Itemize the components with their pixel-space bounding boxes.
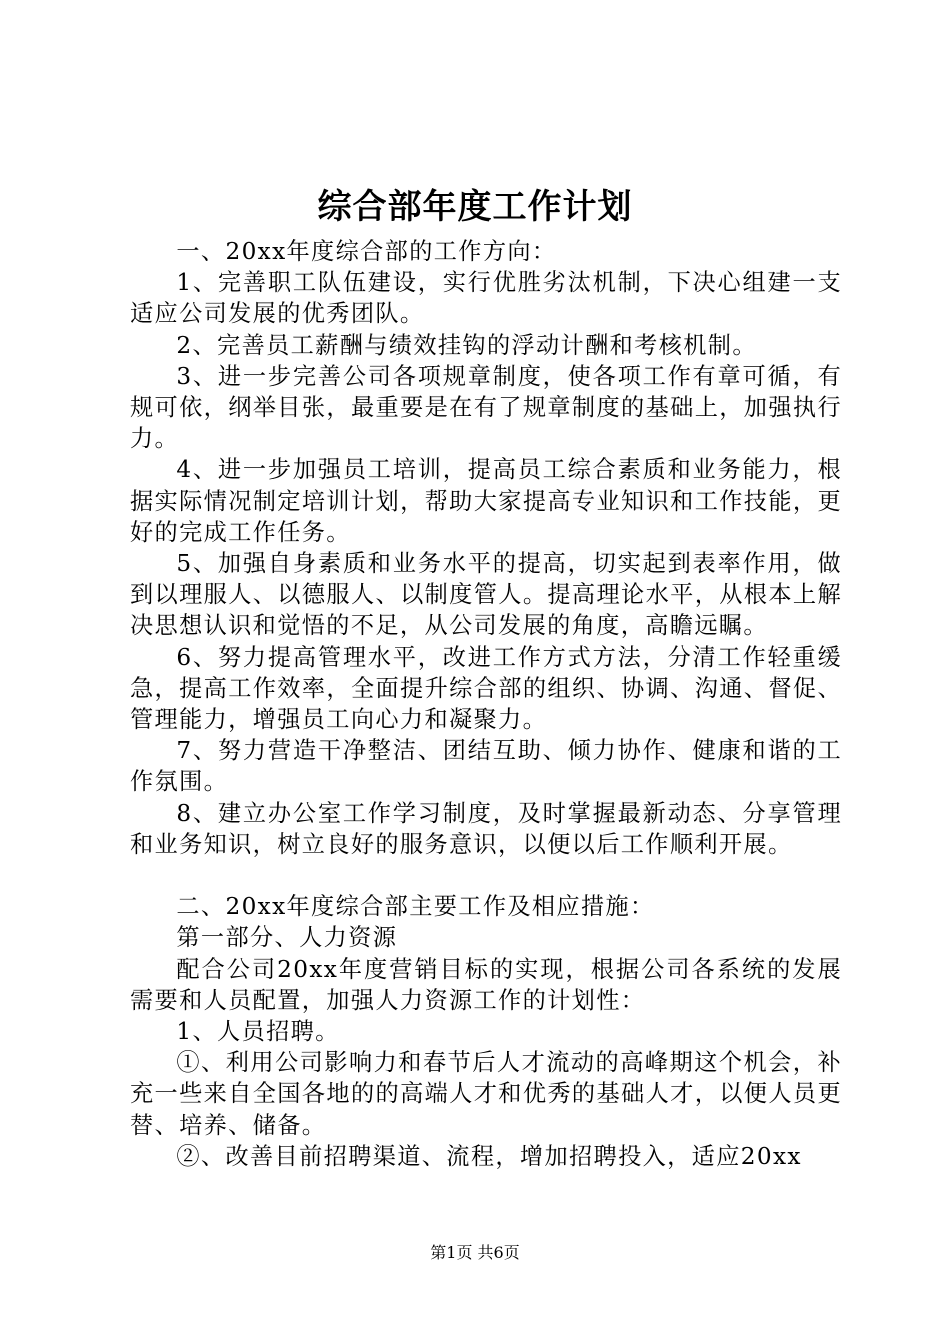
- paragraph: 5、加强自身素质和业务水平的提高，切实起到表率作用，做到以理服人、以德服人、以制度管人。提高理论水平，从根本上解决思想认识和觉悟的不足，从公司发展的角度，高瞻远瞩。: [130, 550, 842, 640]
- paragraph: 6、努力提高管理水平，改进工作方式方法，分清工作轻重缓急，提高工作效率，全面提升综合部的组织、协调、沟通、督促、管理能力，增强员工向心力和凝聚力。: [130, 643, 842, 734]
- paragraph: ①、利用公司影响力和春节后人才流动的高峰期这个机会，补充一些来自全国各地的的高端人才和优秀的基础人才，以便人员更替、培养、储备。: [130, 1049, 842, 1139]
- paragraph: 4、进一步加强员工培训，提高员工综合素质和业务能力，根据实际情况制定培训计划，帮助大家提高专业知识和工作技能，更好的完成工作任务。: [130, 456, 842, 546]
- page-number: 第1页 共6页: [430, 1243, 520, 1262]
- paragraph: 2、完善员工薪酬与绩效挂钩的浮动计酬和考核机制。: [176, 331, 757, 359]
- subsection-heading: 第一部分、人力资源: [176, 924, 398, 952]
- paragraph: ②、改善目前招聘渠道、流程，增加招聘投入，适应20xx: [176, 1142, 802, 1170]
- section-heading: 二、20xx年度综合部主要工作及相应措施：: [176, 893, 655, 921]
- document-body: [130, 236, 842, 1172]
- paragraph: 7、努力营造干净整洁、团结互助、倾力协作、健康和谐的工作氛围。: [130, 737, 842, 796]
- paragraph: 8、建立办公室工作学习制度，及时掌握最新动态、分享管理和业务知识，树立良好的服务意识，以便以后工作顺利开展。: [130, 799, 842, 858]
- paragraph: 1、人员招聘。: [176, 1018, 340, 1046]
- paragraph: 1、完善职工队伍建设，实行优胜劣汰机制，下决心组建一支适应公司发展的优秀团队。: [130, 269, 842, 328]
- paragraph: 配合公司20xx年度营销目标的实现，根据公司各系统的发展需要和人员配置，加强人力资源工作的计划性：: [130, 955, 842, 1014]
- section-heading: 一、20xx年度综合部的工作方向：: [176, 238, 557, 265]
- paragraph: 3、进一步完善公司各项规章制度，使各项工作有章可循，有规可依，纲举目张，最重要是在有了规章制度的基础上，加强执行力。: [130, 362, 842, 453]
- document-title: 综合部年度工作计划: [317, 187, 633, 227]
